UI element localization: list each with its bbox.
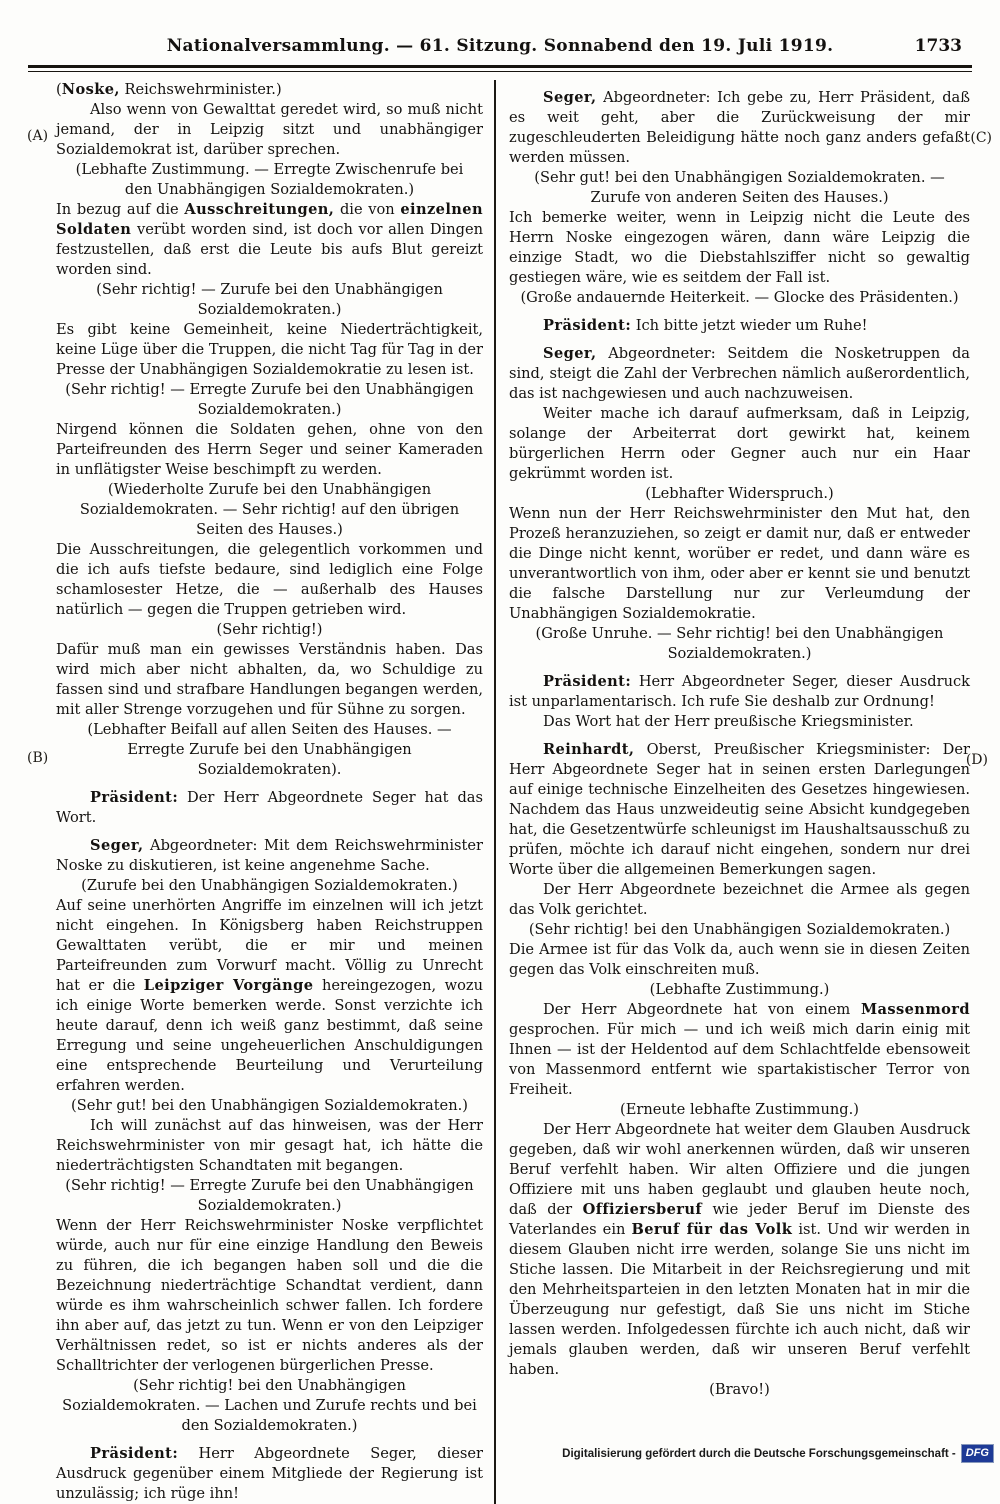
text-segment: Der Herr Abgeordnete hat weiter dem Glauben Ausdruck gegeben, daß wir wohl anerkennen würden, daß wir unseren Beruf verfehlt haben. Wir alten Offiziere und die jungen Offiziere mit uns haben geglaubt und glauben heute noch, daß der [509,1121,970,1218]
stage-direction [56,480,483,540]
speaker-paragraph [509,740,970,880]
text-segment: (Sehr richtig! — Erregte Zurufe bei den Unabhängigen Sozialdemokraten.) [65,1177,474,1214]
text-columns [56,80,970,1504]
page-title: Nationalversammlung. — 61. Sitzung. Sonnabend den 19. Juli 1919. [166,36,834,56]
text-segment: Abgeordneter: Mit dem Reichswehrminister Noske zu diskutieren, ist keine angenehme Sache. [56,837,483,874]
text-segment: wie jeder Beruf im Dienste des Vaterlandes ein [509,1201,970,1238]
left-column [56,80,494,1504]
text-segment: (Erneute lebhafte Zustimmung.) [620,1101,859,1118]
text-segment: Der Herr Abgeordnete Seger hat das Wort. [56,789,483,826]
text-segment: verübt worden sind, ist doch vor allen Dingen festzustellen, daß erst die Leute bis aufs Blut gereizt worden sind. [56,221,483,278]
digitization-footer [562,1444,994,1463]
speech-paragraph [509,208,970,288]
speaker-paragraph [509,316,970,336]
text-segment: Herr Abgeordneter Seger, dieser Ausdruck ist unparlamentarisch. Ich rufe Sie deshalb zur Ordnung! [509,673,970,710]
text-segment: (Sehr richtig! bei den Unabhängigen Sozialdemokraten. — Lachen und Zurufe rechts und bei den Sozialdemokraten.) [62,1377,477,1434]
text-segment: Massenmord [860,1001,970,1018]
text-segment: Präsident: [543,317,632,334]
speech-paragraph [509,940,970,980]
speech-paragraph [56,1116,483,1176]
stage-direction [56,1176,483,1216]
text-segment: Das Wort hat der Herr preußische Kriegsminister. [543,713,914,730]
text-segment: Offiziersberuf [582,1201,703,1218]
text-segment: Reinhardt, [543,741,635,758]
text-segment: gesprochen. Für mich — und ich weiß mich darin einig mit Ihnen — ist der Heldentod auf dem Schlachtfelde ebensoweit von Massenmord entfernt wie spartakistischer Terror von Freiheit. [509,1021,970,1098]
text-segment: Seger, [543,89,597,106]
text-segment: In bezug auf die [56,201,185,218]
stage-direction [509,168,970,208]
speech-paragraph [509,404,970,484]
text-segment: Die Armee ist für das Volk da, auch wenn sie in diesen Zeiten gegen das Volk einschreiten muß. [509,941,970,978]
digitization-credit: Digitalisierung gefördert durch die Deutsche Forschungsgemeinschaft - [562,1447,956,1460]
text-segment: Präsident: [90,1445,179,1462]
stage-direction [56,876,483,896]
text-segment: (Sehr gut! bei den Unabhängigen Sozialdemokraten.) [71,1097,468,1114]
text-segment: (Sehr richtig! — Zurufe bei den Unabhängigen Sozialdemokraten.) [96,281,443,318]
text-segment: (Zurufe bei den Unabhängigen Sozialdemokraten.) [81,877,458,894]
margin-marker-c: (C) [970,130,992,146]
speaker-paragraph [509,88,970,168]
stage-direction [509,1100,970,1120]
text-segment: (Sehr gut! bei den Unabhängigen Sozialdemokraten. — Zurufe von anderen Seiten des Hauses.) [534,169,945,206]
text-segment: Wenn nun der Herr Reichswehrminister den Mut hat, den Prozeß heranzuziehen, so zeigt er damit nur, daß er entweder die Dinge nicht kennt, worüber er redet, und dann wäre es unverantwortlich von ihm, oder aber er kennt sie und benutzt die falsche Darstellung nur zur Verleumdung der Unabhängigen Sozialdemokratie. [509,505,970,622]
speaker-paragraph [509,672,970,712]
speech-paragraph [509,1120,970,1380]
text-segment: (Lebhafte Zustimmung.) [649,981,830,998]
text-segment: ( [56,81,62,98]
text-segment: (Lebhafter Widerspruch.) [645,485,834,502]
text-segment: Beruf für das Volk [631,1221,793,1238]
speaker-paragraph [56,1444,483,1504]
text-segment: Seger, [543,345,597,362]
text-segment: Noske, [61,81,120,98]
stage-direction [509,484,970,504]
right-column [496,80,970,1504]
speaker-continuation-note [56,80,483,100]
speech-paragraph [56,1216,483,1376]
stage-direction [56,720,483,780]
text-segment: (Wiederholte Zurufe bei den Unabhängigen Sozialdemokraten. — Sehr richtig! auf den übrigen Seiten des Hauses.) [79,481,460,538]
speech-paragraph [56,200,483,280]
margin-marker-b: (B) [27,750,49,766]
text-segment: die von [334,201,401,218]
text-segment: (Sehr richtig! bei den Unabhängigen Sozialdemokraten.) [528,921,951,938]
speech-paragraph [509,504,970,624]
stage-direction [56,160,483,200]
text-segment: (Große Unruhe. — Sehr richtig! bei den Unabhängigen Sozialdemokraten.) [535,625,944,662]
text-segment: Ich will zunächst auf das hinweisen, was der Herr Reichswehrminister von mir gesagt hat, ich hätte die niederträchtigsten Schandtaten mit begangen. [56,1117,483,1174]
text-segment: Auf seine unerhörten Angriffe im einzelnen will ich jetzt nicht eingehen. In Königsberg haben Reichstruppen Gewalttaten verübt, die er mir und meinen Parteifreunden zum Vorwurf macht. Völlig zu Unrecht hat er die [56,897,483,994]
text-segment: Ausschreitungen, [184,201,335,218]
text-segment: Oberst, Preußischer Kriegsminister: Der Herr Abgeordnete Seger hat in seinen ersten Darlegungen auf einige technische Einzelheiten des Gesetzes hingewiesen. Nachdem das Haus unzweideutig seine Absicht kundgegeben hat, die Gesetzentwürfe schleunigst im Haushaltsausschuß zu prüfen, möchte ich darauf nicht eingehen, sondern nur drei Worte über die allgemeinen Bemerkungen sagen. [509,741,970,878]
speech-paragraph [56,100,483,160]
stage-direction [509,1380,970,1400]
speech-paragraph [56,320,483,380]
speech-paragraph [56,420,483,480]
text-segment: Also wenn von Gewalttat geredet wird, so muß nicht jemand, der in Leipzig sitzt und unabhängiger Sozialdemokrat ist, darüber sprechen. [56,101,483,158]
text-segment: Präsident: [543,673,632,690]
page-number: 1733 [914,36,962,56]
dfg-logo: DFG [961,1444,994,1463]
text-segment: Nirgend können die Soldaten gehen, ohne von den Parteifreunden des Herrn Seger und seiner Kameraden in unflätigster Weise beschimpft zu werden. [56,421,483,478]
text-segment: Wenn der Herr Reichswehrminister Noske verpflichtet würde, auch nur für eine einzige Handlung den Beweis zu führen, die ich begangen haben soll und die die Bezeichnung niederträchtige Schandtat verdient, dann würde es ihm wahrscheinlich schwer fallen. Ich fordere ihn aber auf, das jetzt zu tun. Wenn er von den Leipziger Verhältnissen redet, so ist er nichts anderes als der Schalltrichter der verlogenen bürgerlichen Presse. [56,1217,483,1374]
stage-direction [56,1376,483,1436]
stage-direction [56,380,483,420]
text-segment: (Lebhafte Zustimmung. — Erregte Zwischenrufe bei den Unabhängigen Sozialdemokraten.) [75,161,464,198]
stage-direction [509,624,970,664]
speaker-paragraph [509,344,970,404]
speech-paragraph [509,880,970,920]
speech-paragraph [56,540,483,620]
text-segment: (Lebhafter Beifall auf allen Seiten des Hauses. — Erregte Zurufe bei den Unabhängigen Sozialdemokraten). [87,721,452,778]
stage-direction [56,1096,483,1116]
text-segment: (Bravo!) [709,1381,770,1398]
text-segment: hereingezogen, wozu ich einige Worte bemerken werde. Sonst verzichte ich heute darauf, denn ich weiß ganz bestimmt, daß seine Erregung und seine ungeheuerlichen Anschuldigungen eine entsprechende Beurteilung und Verurteilung erfahren werden. [56,977,484,1094]
speaker-paragraph [56,836,483,876]
speech-paragraph [509,712,970,732]
text-segment: Der Herr Abgeordnete bezeichnet die Armee als gegen das Volk gerichtet. [509,881,970,918]
speaker-paragraph [56,788,483,828]
text-segment: Dafür muß man ein gewisses Verständnis haben. Das wird mich aber nicht abhalten, da, wo Schuldige zu fassen sind und strafbare Handlungen begangen werden, mit aller Strenge vorzugehen und für Sühne zu sorgen. [56,641,483,718]
text-segment: ist. Und wir werden in diesem Glauben nicht irre werden, solange Sie uns nicht im Stiche lassen. Die Mitarbeit in der Reichsregierung und mit den Mehrheitsparteien in den letzten Monaten hat in mir die Überzeugung nur gefestigt, daß Sie uns nicht im Stiche lassen werden. Infolgedessen fürchte ich auch nicht, daß wir jemals glauben werden, daß wir unseren Beruf verfehlt haben. [509,1221,971,1378]
text-segment: Herr Abgeordnete Seger, dieser Ausdruck gegenüber einem Mitgliede der Regierung ist unzulässig; ich rüge ihn! [56,1445,483,1502]
stage-direction [509,288,970,308]
text-segment: Es gibt keine Gemeinheit, keine Niederträchtigkeit, keine Lüge über die Truppen, die nicht Tag für Tag in der Presse der Unabhängigen Sozialdemokratie zu lesen ist. [56,321,483,378]
header-rule [28,65,972,72]
text-segment: (Sehr richtig!) [216,621,323,638]
text-segment: Ich bemerke weiter, wenn in Leipzig nicht die Leute des Herrn Noske eingezogen wären, dann wäre Leipzig die einzige Stadt, wo die Diebstahlsziffer nicht so gewaltig gestiegen wäre, wie es seitdem der Fall ist. [509,209,970,286]
text-segment: (Große andauernde Heiterkeit. — Glocke des Präsidenten.) [520,289,959,306]
text-segment: Ich bitte jetzt wieder um Ruhe! [631,317,868,334]
text-segment: Leipziger Vorgänge [143,977,314,994]
margin-marker-a: (A) [27,128,49,144]
text-segment: Der Herr Abgeordnete hat von einem [543,1001,861,1018]
text-segment: Weiter mache ich darauf aufmerksam, daß in Leipzig, solange der Arbeiterrat dort gewirkt hat, keinem bürgerlichen Herrn oder Gegner auch nur ein Haar gekrümmt worden ist. [509,405,970,482]
speech-paragraph [56,896,483,1096]
page-header [0,36,1000,62]
text-segment: Abgeordneter: Seitdem die Nosketruppen da sind, steigt die Zahl der Verbrechen nämlich außerordentlich, das ist nachgewiesen und auch nachzuweisen. [509,345,970,402]
stage-direction [509,980,970,1000]
text-segment: (Sehr richtig! — Erregte Zurufe bei den Unabhängigen Sozialdemokraten.) [65,381,474,418]
text-segment: Seger, [90,837,144,854]
margin-marker-d: (D) [965,752,988,768]
stage-direction [509,920,970,940]
stage-direction [56,280,483,320]
text-segment: Reichswehrminister.) [119,81,282,98]
speech-paragraph [509,1000,970,1100]
text-segment: Die Ausschreitungen, die gelegentlich vorkommen und die ich aufs tiefste bedaure, sind lediglich eine Folge schamlosester Hetze, die — außerhalb des Hauses natürlich — gegen die Truppen getrieben wird. [56,541,483,618]
speech-paragraph [56,640,483,720]
text-segment: einzelnen Soldaten [56,201,483,238]
text-segment: Abgeordneter: Ich gebe zu, Herr Präsident, daß es weit geht, aber die Zurückweisung der mir zugeschleuderten Beleidigung hätte noch ganz anders gefaßt werden müssen. [509,89,970,166]
text-segment: Präsident: [90,789,179,806]
stage-direction [56,620,483,640]
